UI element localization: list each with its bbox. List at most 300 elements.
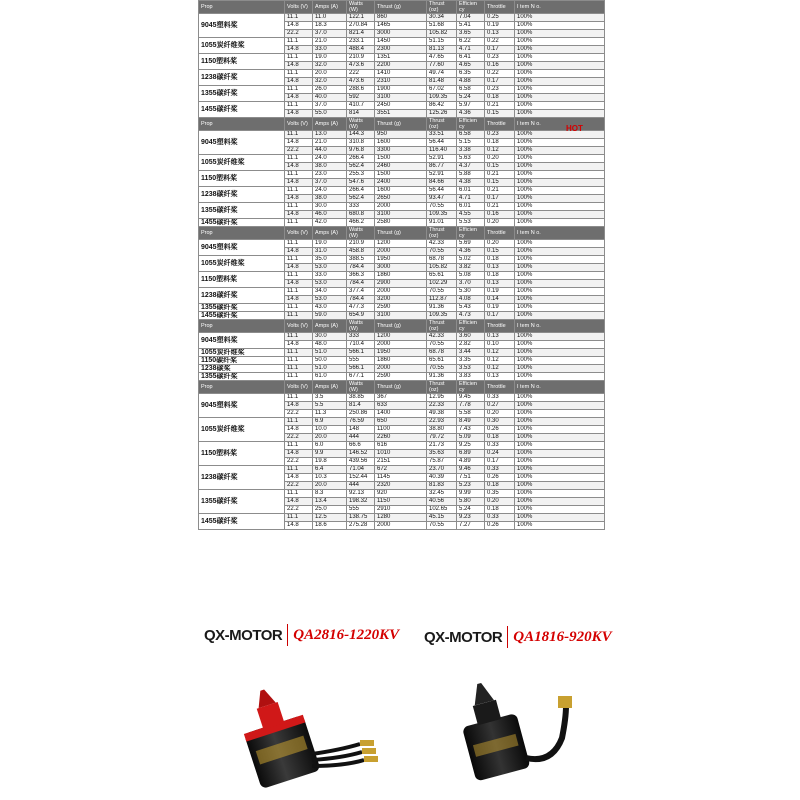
cell-undefined: 100% [515,86,605,94]
cell-amps: 25.0 [313,506,347,514]
cell-thrust_g: 2000 [375,248,427,256]
cell-undefined: 100% [515,211,605,219]
cell-thrust_g: 2200 [375,62,427,70]
cell-thrust_oz: 52.91 [427,155,457,163]
cell-undefined: 100% [515,70,605,78]
cell-watts: 255.3 [347,171,375,179]
cell-volts: 11.1 [285,219,313,227]
header-item-no: I tem N o. [515,381,605,394]
cell-throttle: 0.12 [485,147,515,155]
header-watts: Watts (W) [347,1,375,14]
cell-volts: 11.1 [285,514,313,522]
cell-thrust_g: 3200 [375,296,427,304]
cell-amps: 24.0 [313,187,347,195]
cell-thrust_oz: 21.73 [427,442,457,450]
cell-undefined: 100% [515,466,605,474]
cell-efficiency: 5.02 [457,256,485,264]
cell-thrust_g: 1010 [375,450,427,458]
cell-thrust_oz: 68.78 [427,349,457,357]
cell-volts: 14.8 [285,139,313,147]
cell-thrust_oz: 109.35 [427,94,457,102]
cell-undefined: 100% [515,373,605,381]
cell-amps: 51.0 [313,365,347,373]
cell-thrust_g: 3100 [375,211,427,219]
cell-thrust_g: 2590 [375,304,427,312]
prop-name: 1055炭纤维桨 [199,256,285,272]
cell-throttle: 0.12 [485,357,515,365]
prop-name: 1455碳纤桨 [199,514,285,530]
cell-watts: 71.04 [347,466,375,474]
cell-undefined: 100% [515,30,605,38]
header-thrust_oz: Thrust (oz) [427,227,457,240]
table-row [199,394,605,402]
header-watts: Watts (W) [347,118,375,131]
cell-undefined: 100% [515,94,605,102]
cell-amps: 13.4 [313,498,347,506]
cell-undefined: 100% [515,365,605,373]
cell-thrust_g: 860 [375,14,427,22]
cell-thrust_oz: 93.47 [427,195,457,203]
cell-volts: 14.8 [285,296,313,304]
cell-volts: 22.2 [285,147,313,155]
cell-volts: 11.1 [285,490,313,498]
header-watts: Watts (W) [347,227,375,240]
cell-volts: 11.1 [285,240,313,248]
cell-watts: 92.13 [347,490,375,498]
cell-volts: 14.8 [285,264,313,272]
header-amps: Amps (A) [313,118,347,131]
cell-thrust_g: 1950 [375,256,427,264]
cell-thrust_oz: 70.55 [427,203,457,211]
cell-thrust_g: 1200 [375,333,427,341]
header-throttle: Throttle [485,1,515,14]
cell-watts: 654.9 [347,312,375,320]
cell-undefined: 100% [515,240,605,248]
table-row [199,288,605,296]
cell-thrust_oz: 49.74 [427,70,457,78]
cell-thrust_g: 2000 [375,288,427,296]
cell-throttle: 0.17 [485,46,515,54]
table-row [199,466,605,474]
cell-thrust_g: 633 [375,402,427,410]
header-thrust_g: Thrust (g) [375,1,427,14]
cell-efficiency: 5.24 [457,94,485,102]
cell-throttle: 0.33 [485,442,515,450]
cell-throttle: 0.17 [485,78,515,86]
cell-thrust_oz: 81.83 [427,482,457,490]
cell-throttle: 0.15 [485,248,515,256]
header-volts: Volts (V) [285,227,313,240]
cell-amps: 19.0 [313,240,347,248]
cell-thrust_oz: 23.70 [427,466,457,474]
cell-thrust_g: 2580 [375,219,427,227]
cell-efficiency: 6.35 [457,70,485,78]
cell-watts: 784.4 [347,280,375,288]
cell-amps: 12.5 [313,514,347,522]
cell-throttle: 0.22 [485,70,515,78]
cell-volts: 14.8 [285,62,313,70]
cell-efficiency: 4.36 [457,110,485,118]
cell-watts: 566.1 [347,349,375,357]
cell-thrust_g: 2151 [375,458,427,466]
cell-efficiency: 5.58 [457,410,485,418]
prop-name: 9045塑料桨 [199,131,285,155]
cell-watts: 198.32 [347,498,375,506]
cell-volts: 14.8 [285,179,313,187]
cell-undefined: 100% [515,341,605,349]
cell-amps: 38.0 [313,195,347,203]
cell-efficiency: 5.97 [457,102,485,110]
cell-thrust_oz: 116.40 [427,147,457,155]
cell-watts: 466.2 [347,219,375,227]
cell-watts: 439.56 [347,458,375,466]
cell-undefined: 100% [515,288,605,296]
cell-amps: 9.9 [313,450,347,458]
cell-amps: 26.0 [313,86,347,94]
cell-thrust_g: 2400 [375,179,427,187]
cell-watts: 710.4 [347,341,375,349]
cell-thrust_g: 1400 [375,410,427,418]
cell-efficiency: 5.63 [457,155,485,163]
table-row [199,219,605,227]
cell-amps: 44.0 [313,147,347,155]
header-prop: Prop [199,1,285,14]
cell-efficiency: 7.51 [457,474,485,482]
cell-watts: 266.4 [347,155,375,163]
brand-banner-right [424,626,612,648]
prop-name: 1150塑料桨 [199,171,285,187]
cell-volts: 14.8 [285,402,313,410]
cell-efficiency: 3.60 [457,333,485,341]
cell-watts: 784.4 [347,296,375,304]
cell-throttle: 0.23 [485,86,515,94]
cell-thrust_oz: 40.56 [427,498,457,506]
cell-amps: 53.0 [313,264,347,272]
cell-thrust_oz: 30.34 [427,14,457,22]
header-thrust_oz: Thrust (oz) [427,118,457,131]
header-thrust_oz: Thrust (oz) [427,320,457,333]
cell-undefined: 100% [515,203,605,211]
cell-efficiency: 7.78 [457,402,485,410]
cell-throttle: 0.15 [485,179,515,187]
prop-name: 1238碳桨 [199,365,285,373]
cell-watts: 144.3 [347,131,375,139]
cell-volts: 14.8 [285,211,313,219]
cell-efficiency: 9.23 [457,514,485,522]
cell-thrust_oz: 56.44 [427,139,457,147]
cell-amps: 20.0 [313,482,347,490]
cell-volts: 14.8 [285,248,313,256]
cell-thrust_oz: 51.68 [427,22,457,30]
cell-thrust_oz: 67.02 [427,86,457,94]
cell-thrust_oz: 81.13 [427,46,457,54]
cell-watts: 677.1 [347,373,375,381]
cell-efficiency: 5.41 [457,22,485,30]
cell-undefined: 100% [515,256,605,264]
motor-photo-black [440,678,590,790]
cell-efficiency: 5.09 [457,434,485,442]
cell-thrust_g: 1950 [375,349,427,357]
cell-thrust_oz: 42.33 [427,333,457,341]
cell-throttle: 0.21 [485,203,515,211]
header-row [199,227,605,240]
cell-efficiency: 3.53 [457,365,485,373]
cell-volts: 22.2 [285,434,313,442]
cell-thrust_g: 1280 [375,514,427,522]
header-throttle: Throttle [485,227,515,240]
cell-thrust_g: 1410 [375,70,427,78]
cell-watts: 81.4 [347,402,375,410]
cell-throttle: 0.13 [485,280,515,288]
cell-thrust_g: 1600 [375,187,427,195]
cell-watts: 122.1 [347,14,375,22]
cell-efficiency: 6.58 [457,131,485,139]
cell-undefined: 100% [515,410,605,418]
cell-amps: 50.0 [313,357,347,365]
cell-throttle: 0.26 [485,522,515,530]
cell-undefined: 100% [515,522,605,530]
cell-undefined: 100% [515,349,605,357]
cell-amps: 19.0 [313,54,347,62]
cell-efficiency: 6.41 [457,54,485,62]
cell-thrust_oz: 84.66 [427,179,457,187]
cell-undefined: 100% [515,131,605,139]
cell-throttle: 0.14 [485,296,515,304]
cell-undefined: 100% [515,54,605,62]
cell-undefined: 100% [515,490,605,498]
cell-undefined: 100% [515,312,605,320]
cell-efficiency: 6.22 [457,38,485,46]
cell-watts: 366.3 [347,272,375,280]
cell-thrust_oz: 91.01 [427,219,457,227]
cell-thrust_oz: 38.80 [427,426,457,434]
cell-volts: 11.1 [285,442,313,450]
cell-thrust_g: 2300 [375,46,427,54]
header-throttle: Throttle [485,118,515,131]
cell-efficiency: 5.69 [457,240,485,248]
prop-name: 1355碳纤桨 [199,304,285,312]
table-row [199,131,605,139]
cell-watts: 288.6 [347,86,375,94]
cell-thrust_g: 2650 [375,195,427,203]
cell-throttle: 0.12 [485,349,515,357]
cell-undefined: 100% [515,22,605,30]
table-row [199,333,605,341]
cell-thrust_oz: 65.61 [427,272,457,280]
spec-sheet [198,0,604,530]
cell-undefined: 100% [515,272,605,280]
header-amps: Amps (A) [313,1,347,14]
cell-volts: 11.1 [285,86,313,94]
cell-throttle: 0.18 [485,434,515,442]
cell-thrust_oz: 42.33 [427,240,457,248]
cell-undefined: 100% [515,296,605,304]
cell-volts: 11.1 [285,14,313,22]
cell-thrust_g: 2310 [375,78,427,86]
cell-watts: 148 [347,426,375,434]
cell-volts: 11.1 [285,187,313,195]
cell-volts: 11.1 [285,304,313,312]
brand-model-label: QA2816-1220KV [293,626,400,643]
cell-watts: 233.1 [347,38,375,46]
table-row [199,14,605,22]
cell-throttle: 0.22 [485,38,515,46]
cell-thrust_oz: 70.55 [427,365,457,373]
table-row [199,38,605,46]
cell-throttle: 0.19 [485,304,515,312]
cell-watts: 562.4 [347,163,375,171]
prop-name: 1455碳纤桨 [199,312,285,320]
cell-undefined: 100% [515,264,605,272]
cell-undefined: 100% [515,394,605,402]
cell-thrust_g: 1500 [375,171,427,179]
qx-motor-logo: QX-MOTOR [424,628,503,646]
cell-watts: 562.4 [347,195,375,203]
cell-amps: 23.0 [313,171,347,179]
prop-name: 1355碳纤桨 [199,203,285,219]
cell-throttle: 0.12 [485,365,515,373]
header-thrust_g: Thrust (g) [375,320,427,333]
header-efficiency: Efficien cy [457,1,485,14]
cell-thrust_oz: 22.33 [427,402,457,410]
cell-volts: 11.1 [285,333,313,341]
cell-throttle: 0.19 [485,22,515,30]
cell-undefined: 100% [515,450,605,458]
cell-throttle: 0.21 [485,171,515,179]
cell-amps: 32.0 [313,62,347,70]
cell-watts: 377.4 [347,288,375,296]
cell-thrust_g: 1351 [375,54,427,62]
cell-thrust_oz: 125.26 [427,110,457,118]
header-thrust_g: Thrust (g) [375,118,427,131]
cell-volts: 11.1 [285,365,313,373]
header-prop: Prop [199,381,285,394]
prop-name: 1055炭纤维桨 [199,418,285,442]
cell-watts: 458.8 [347,248,375,256]
cell-volts: 22.2 [285,482,313,490]
cell-amps: 18.3 [313,22,347,30]
prop-name: 1238碳纤桨 [199,187,285,203]
cell-efficiency: 5.24 [457,506,485,514]
cell-undefined: 100% [515,46,605,54]
prop-name: 1150塑料桨 [199,54,285,70]
header-efficiency: Efficien cy [457,381,485,394]
cell-efficiency: 3.44 [457,349,485,357]
cell-thrust_g: 1200 [375,240,427,248]
cell-amps: 38.0 [313,163,347,171]
cell-amps: 20.0 [313,70,347,78]
table-row [199,514,605,522]
cell-efficiency: 8.49 [457,418,485,426]
cell-throttle: 0.18 [485,272,515,280]
cell-amps: 33.0 [313,46,347,54]
cell-thrust_oz: 102.29 [427,280,457,288]
header-row [199,118,605,131]
cell-undefined: 100% [515,155,605,163]
cell-thrust_oz: 105.82 [427,30,457,38]
cell-amps: 18.6 [313,522,347,530]
cell-amps: 10.0 [313,426,347,434]
table-row [199,349,605,357]
header-thrust_oz: Thrust (oz) [427,1,457,14]
cell-undefined: 100% [515,102,605,110]
cell-thrust_oz: 33.51 [427,131,457,139]
cell-undefined: 100% [515,171,605,179]
cell-watts: 592 [347,94,375,102]
cell-throttle: 0.18 [485,256,515,264]
cell-throttle: 0.33 [485,394,515,402]
cell-watts: 38.85 [347,394,375,402]
cell-thrust_oz: 47.65 [427,54,457,62]
cell-efficiency: 4.71 [457,195,485,203]
cell-undefined: 100% [515,514,605,522]
prop-name: 1455碳纤桨 [199,102,285,118]
header-efficiency: Efficien cy [457,118,485,131]
cell-thrust_oz: 70.55 [427,248,457,256]
cell-thrust_g: 1150 [375,498,427,506]
cell-efficiency: 4.65 [457,62,485,70]
cell-thrust_oz: 81.48 [427,78,457,86]
cell-thrust_g: 3100 [375,94,427,102]
cell-thrust_g: 650 [375,418,427,426]
header-throttle: Throttle [485,320,515,333]
cell-volts: 14.8 [285,474,313,482]
cell-efficiency: 5.80 [457,498,485,506]
table-row [199,70,605,78]
cell-thrust_oz: 75.87 [427,458,457,466]
cell-throttle: 0.20 [485,410,515,418]
cell-throttle: 0.15 [485,110,515,118]
cell-throttle: 0.13 [485,30,515,38]
cell-thrust_g: 1900 [375,86,427,94]
cell-volts: 14.8 [285,522,313,530]
cell-undefined: 100% [515,163,605,171]
cell-watts: 473.6 [347,78,375,86]
cell-thrust_oz: 65.61 [427,357,457,365]
cell-volts: 11.1 [285,357,313,365]
header-volts: Volts (V) [285,381,313,394]
cell-watts: 477.3 [347,304,375,312]
cell-efficiency: 5.08 [457,272,485,280]
cell-throttle: 0.13 [485,264,515,272]
cell-amps: 48.0 [313,341,347,349]
header-item-no: I tem N o. [515,320,605,333]
cell-throttle: 0.20 [485,498,515,506]
brand-divider [507,626,508,648]
cell-thrust_g: 1145 [375,474,427,482]
cell-thrust_g: 2000 [375,341,427,349]
cell-amps: 34.0 [313,288,347,296]
cell-throttle: 0.15 [485,163,515,171]
cell-watts: 821.4 [347,30,375,38]
cell-undefined: 100% [515,78,605,86]
cell-efficiency: 3.35 [457,357,485,365]
cell-undefined: 100% [515,110,605,118]
cell-thrust_g: 1860 [375,357,427,365]
cell-watts: 388.5 [347,256,375,264]
cell-watts: 333 [347,333,375,341]
cell-undefined: 100% [515,147,605,155]
header-item-no: I tem N o. [515,227,605,240]
cell-throttle: 0.20 [485,155,515,163]
cell-efficiency: 6.01 [457,203,485,211]
cell-watts: 680.8 [347,211,375,219]
cell-undefined: 100% [515,482,605,490]
cell-thrust_oz: 68.78 [427,256,457,264]
header-thrust_g: Thrust (g) [375,227,427,240]
qx-motor-logo: QX-MOTOR [204,626,283,644]
cell-volts: 14.8 [285,163,313,171]
